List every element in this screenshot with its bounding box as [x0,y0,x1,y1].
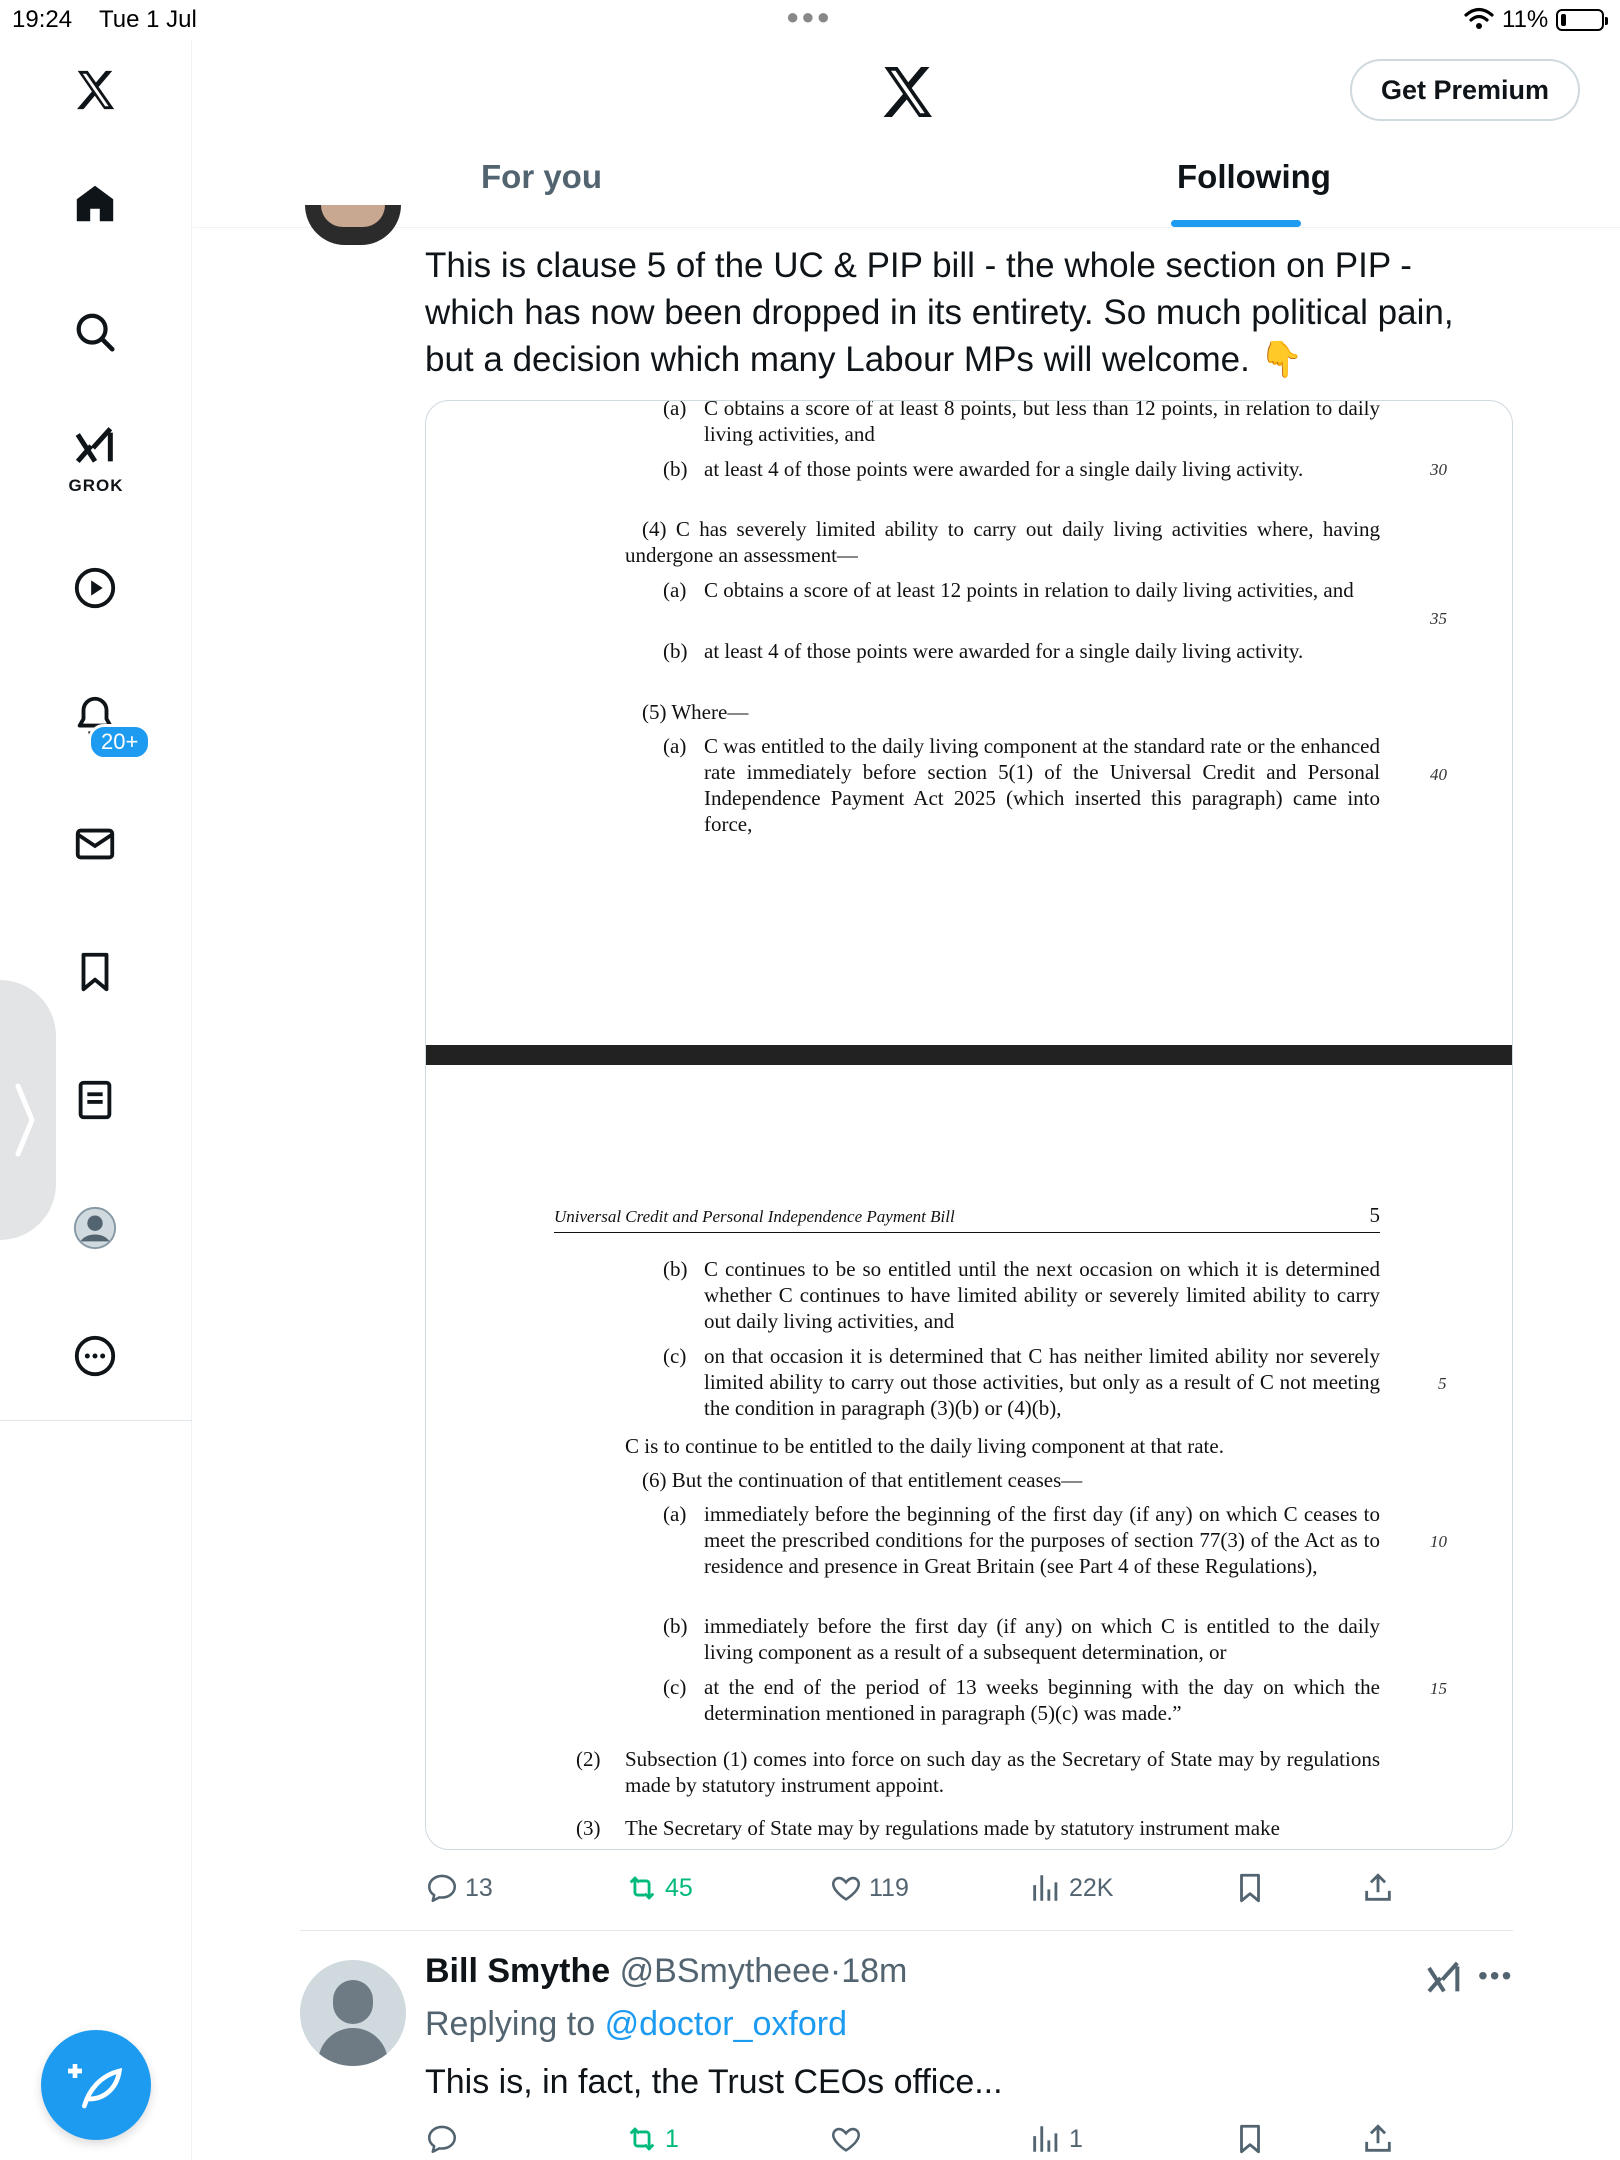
views-button[interactable] [1029,1871,1113,1905]
doc-label: (a) [663,1502,687,1526]
doc-label: (3) [576,1816,601,1840]
reply-author-handle[interactable]: @BSmytheee [619,1952,830,1990]
bookmarks-icon[interactable] [69,946,121,998]
doc-paragraph: C obtains a score of at least 8 points, but less than 12 points, in relation to daily living activities, and [704,400,1380,446]
tweet-media-image[interactable] [425,400,1513,1850]
doc-paragraph: C was entitled to the daily living component at the standard rate or the enhanced rate immediately before section 5(1) of the Universal Credit and Personal Independence Payment Act 2025 (which inserted this paragraph) came into force, [704,734,1380,836]
compose-feather-icon [68,2057,124,2113]
top-header [193,40,1620,228]
x-logo-icon[interactable] [877,62,937,122]
battery-icon [1556,9,1604,31]
grok-label: GROK [68,476,124,495]
reply-text: This is, in fact, the Trust CEOs office... [425,2063,1003,2101]
profile-avatar-icon[interactable] [69,1202,121,1254]
tab-for-you[interactable]: For you [481,158,602,195]
doc-label: (a) [663,734,687,758]
lists-icon[interactable] [69,1074,121,1126]
page-number: 5 [1369,1203,1380,1227]
compose-post-button[interactable] [41,2030,151,2140]
repost-button[interactable] [625,2122,679,2156]
tab-following[interactable]: Following [1177,158,1331,195]
slide-over-handle[interactable] [0,980,56,1240]
running-head [554,1204,1380,1233]
doc-paragraph: Subsection (1) comes into force on such day as the Secretary of State may by regulations made by statutory instrument appoint. [625,1747,1380,1797]
share-button[interactable] [1361,1871,1395,1905]
repost-count: 1 [665,2124,679,2153]
tweet-divider [300,1930,1513,1931]
heart-icon [829,1871,863,1905]
doc-label: (a) [663,400,687,420]
analytics-bars-icon [1029,1871,1063,1905]
messages-envelope-icon[interactable] [69,818,121,870]
like-button[interactable] [829,1871,909,1905]
wifi-icon [1464,6,1494,30]
analytics-bars-icon [1029,2122,1063,2156]
battery-percentage: 11% [1502,6,1549,33]
reply-author-avatar[interactable] [300,1960,406,2066]
line-number: 30 [1430,460,1447,479]
running-head-title: Universal Credit and Personal Independence Payment Bill [554,1207,955,1226]
video-play-icon[interactable] [69,562,121,614]
line-number: 10 [1430,1532,1447,1551]
reply-more-options-icon[interactable]: ••• [1478,1960,1514,1991]
reply-icon [425,2122,459,2156]
line-number: 35 [1430,609,1447,628]
doc-label: (b) [663,1257,688,1281]
line-number: 40 [1430,765,1447,784]
doc-label: (c) [663,1344,687,1368]
doc-label: (2) [576,1747,601,1771]
doc-label: (a) [663,578,687,602]
doc-paragraph: (4) C has severely limited ability to carry out daily living activities where, having undergone an assessment— [625,517,1380,567]
sidebar [0,40,192,2160]
bookmark-icon [1233,2122,1267,2156]
bookmark-button[interactable] [1233,2122,1267,2156]
doc-label: (b) [663,457,688,481]
status-time: 19:24 [12,6,73,33]
doc-paragraph: on that occasion it is determined that C has neither limited ability nor severely limited ability to carry out those activities, but only as a result of C not meeting the condition in paragraph (3)(b) or (4)(b), [704,1344,1380,1420]
notifications-badge: 20+ [88,724,151,760]
doc-label: (b) [663,639,688,663]
reply-button[interactable] [425,1871,493,1905]
doc-paragraph: The Secretary of State may by regulations made by statutory instrument make [625,1816,1280,1840]
view-count: 22K [1069,1873,1114,1902]
multitasking-dots-icon[interactable]: ●●● [786,4,832,29]
chevron-right-icon [12,1080,38,1160]
active-tab-indicator [1171,220,1301,227]
grok-icon[interactable] [69,420,121,472]
share-icon [1361,1871,1395,1905]
more-options-icon[interactable] [69,1330,121,1382]
doc-paragraph: at least 4 of those points were awarded for a single daily living activity. [704,457,1304,481]
get-premium-button[interactable]: Get Premium [1350,59,1580,121]
reply-action-bar [425,2122,1513,2160]
reply-icon [425,1871,459,1905]
doc-paragraph: C continues to be so entitled until the next occasion on which it is determined whether C continues to have limited ability or severely limited ability to carry out daily living activities, and [704,1257,1380,1333]
grok-icon[interactable] [1424,1958,1464,1998]
doc-paragraph: at least 4 of those points were awarded for a single daily living activity. [704,639,1304,663]
doc-paragraph: C obtains a score of at least 12 points in relation to daily living activities, and [704,578,1354,602]
doc-paragraph: immediately before the beginning of the first day (if any) on which C ceases to meet the prescribed conditions for the purposes of section 77(3) of the Act as to residence and presence in Great Britain (see Part 4 of these Regulations), [704,1502,1380,1578]
replying-to-handle[interactable]: @doctor_oxford [604,2005,847,2043]
repost-icon [625,1871,659,1905]
bill-document [426,401,1513,1850]
line-number: 5 [1438,1374,1447,1393]
line-number: 15 [1430,1679,1447,1698]
replying-to-prefix: Replying to [425,2005,596,2043]
reply-button[interactable] [425,2122,459,2156]
doc-label: (c) [663,1675,687,1699]
heart-icon [829,2122,863,2156]
tweet-action-bar [425,1871,1513,1915]
doc-paragraph: at the end of the period of 13 weeks beginning with the day on which the determination mentioned in paragraph (5)(c) was made.” [704,1675,1380,1725]
reply-author-name[interactable]: Bill Smythe [425,1952,611,1990]
like-button[interactable] [829,2122,863,2156]
doc-paragraph: C is to continue to be entitled to the daily living component at that rate. [625,1434,1224,1458]
sidebar-divider [0,1420,192,1421]
reply-separator: · [829,1952,842,1990]
x-logo-icon[interactable] [69,64,121,116]
tweet-text: This is clause 5 of the UC & PIP bill - the whole section on PIP - which has now been dropped in its entirety. So much political pain, but a decision which many Labour MPs will welcome. 👇 [425,246,1454,379]
status-bar [0,0,1620,40]
views-button[interactable] [1029,2122,1083,2156]
reply-time[interactable]: 18m [841,1952,908,1990]
bookmark-button[interactable] [1233,1871,1267,1905]
repost-icon [625,2122,659,2156]
like-count: 119 [869,1873,909,1902]
doc-paragraph: immediately before the first day (if any) on which C is entitled to the daily living component as a result of a subsequent determination, or [704,1614,1380,1664]
share-icon [1361,2122,1395,2156]
share-button[interactable] [1361,2122,1395,2156]
page-break-bar [426,1045,1513,1065]
doc-paragraph: (5) Where— [642,700,749,724]
replying-to-line [425,2005,847,2044]
repost-button[interactable] [625,1871,693,1905]
reply-count: 13 [465,1873,493,1902]
doc-paragraph: (6) But the continuation of that entitlement ceases— [642,1468,1083,1492]
doc-label: (b) [663,1614,688,1638]
reply-header [425,1952,907,1991]
view-count: 1 [1069,2124,1083,2153]
repost-count: 45 [665,1873,693,1902]
search-icon[interactable] [69,306,121,358]
home-icon[interactable] [69,178,121,230]
author-avatar[interactable] [305,205,401,245]
status-date: Tue 1 Jul [99,6,197,33]
bookmark-icon [1233,1871,1267,1905]
